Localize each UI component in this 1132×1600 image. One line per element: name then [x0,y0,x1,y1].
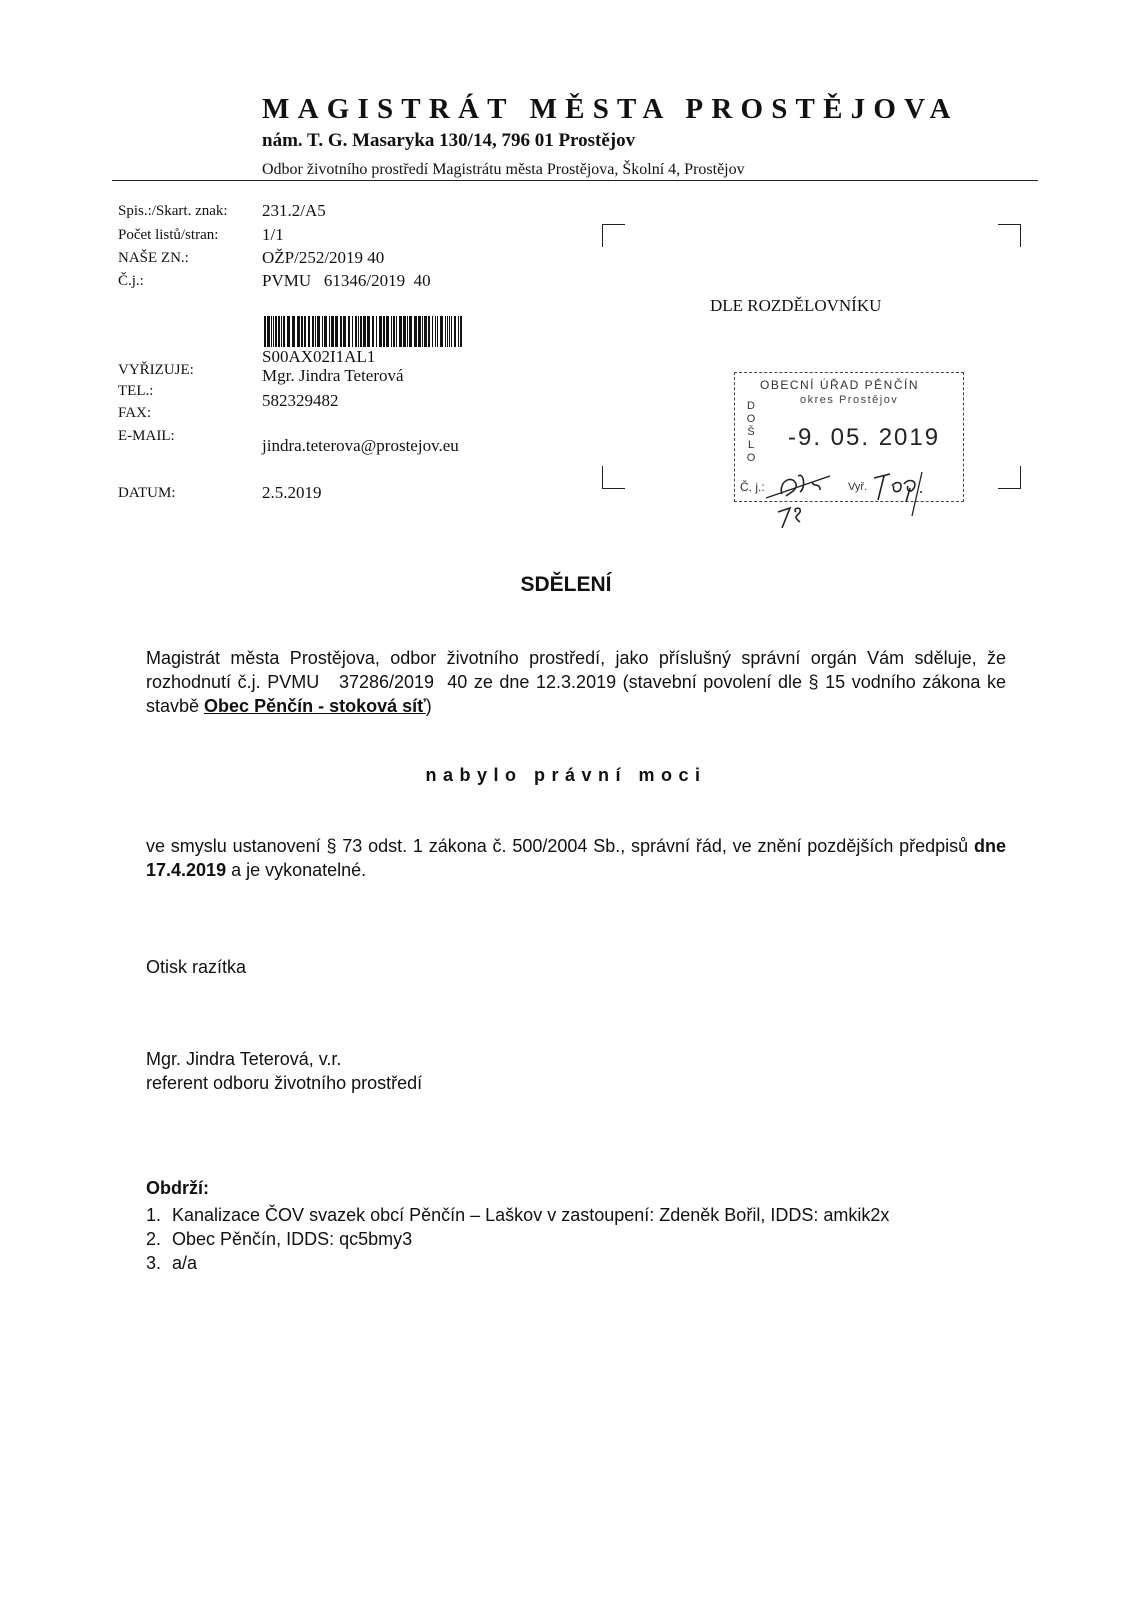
stamp-handwriting [734,458,974,538]
window-corner-bottom-right [998,466,1021,489]
recipient-text: Obec Pěnčín, IDDS: qc5bmy3 [172,1229,413,1249]
header-divider [112,180,1038,181]
effective-date: dne 17.4.2019 [146,836,1006,880]
stamp-office-name: OBECNÍ ÚŘAD PĚNČÍN [760,378,920,392]
body-paragraph-1 [146,646,1012,718]
stamp-date: -9. 05. 2019 [788,424,941,451]
fax-label: FAX: [118,405,152,421]
recipient-number: 1. [146,1205,162,1225]
recipient-number: 2. [146,1229,162,1249]
stamp-district: okres Prostějov [800,394,899,406]
legal-status-line: nabylo právní moci [425,765,707,785]
pocet-label: Počet listů/stran: [118,227,219,243]
window-corner-top-right [998,224,1021,247]
cj-value: PVMU 61346/2019 40 [262,271,431,290]
pocet-value: 1/1 [262,225,284,244]
para2-text-end: a je vykonatelné. [226,860,367,880]
tel-value: 582329482 [262,391,339,410]
stamp-placeholder: Otisk razítka [146,957,247,977]
stamp-cj-label: Č. j.: [740,480,765,494]
document-heading: SDĚLENÍ [520,573,612,596]
cj-label: Č.j.: [118,273,144,289]
barcode [264,316,462,347]
recipient-text: Kanalizace ČOV svazek obcí Pěnčín – Laškov v zastoupení: Zdeněk Bořil, IDDS: amkik2x [172,1205,890,1225]
signatory-role: referent odboru životního prostředí [146,1073,423,1093]
stamp-doslo-vertical: D O Š L O [746,400,756,464]
recipient-item [146,1253,197,1274]
spis-value: 231.2/A5 [262,201,326,220]
nase-zn-label: NAŠE ZN.: [118,250,189,266]
stamp-vyr-label: Vyř. [848,481,868,493]
window-corner-bottom-left [602,466,625,489]
vyrizuje-label: VYŘIZUJE: [118,362,194,378]
tel-label: TEL.: [118,383,154,399]
nase-zn-value: OŽP/252/2019 40 [262,248,385,267]
recipient-line: DLE ROZDĚLOVNÍKU [710,296,882,315]
body-paragraph-2 [146,834,1006,882]
recipient-item [146,1205,889,1226]
para1-text-start: Magistrát města Prostějova, odbor životního prostředí, jako příslušný správní orgán Vám sděluje, že rozhodnutí č.j. PVMU 37286/2019 40 ze dne 12.3.2019 (stavební povolení dle § 15 vodního zákona ke stavbě [146,648,1012,716]
spis-label: Spis.:/Skart. znak: [118,203,228,219]
datum-label: DATUM: [118,485,176,501]
email-value: jindra.teterova@prostejov.eu [262,436,459,455]
department-line: Odbor životního prostředí Magistrátu města Prostějova, Školní 4, Prostějov [262,161,745,178]
recipient-text: a/a [172,1253,198,1273]
email-label: E-MAIL: [118,428,175,444]
recipient-number: 3. [146,1253,162,1273]
para2-text-start: ve smyslu ustanovení § 73 odst. 1 zákona č. 500/2004 Sb., správní řád, ve znění pozdějších předpisů [146,836,974,856]
window-corner-top-left [602,224,625,247]
vyrizuje-value: Mgr. Jindra Teterová [262,366,404,385]
datum-value: 2.5.2019 [262,483,322,502]
recipient-item [146,1229,412,1250]
project-name: Obec Pěnčín - stoková síť [204,696,426,716]
recipients-heading: Obdrží: [146,1178,209,1198]
organization-address: nám. T. G. Masaryka 130/14, 796 01 Prostějov [262,130,636,151]
signatory-name: Mgr. Jindra Teterová, v.r. [146,1049,342,1069]
barcode-text: S00AX02I1AL1 [262,347,376,366]
para1-text-end: ) [425,696,432,716]
organization-title: MAGISTRÁT MĚSTA PROSTĚJOVA [262,93,959,125]
